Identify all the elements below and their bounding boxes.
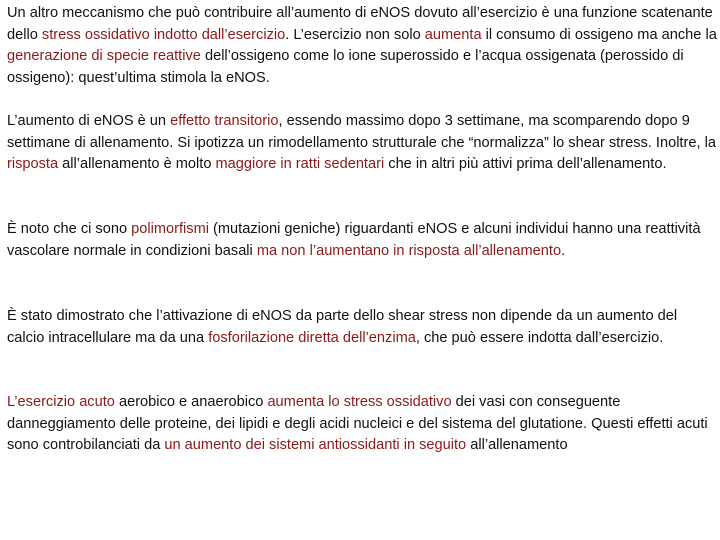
paragraph-enos-oxidative-stress [7,3,717,89]
highlighted-text: stress ossidativo indotto dall’esercizio [41,26,286,43]
body-text: È noto che ci sono [7,221,132,237]
highlighted-text: ma non l’aumentano in risposta all’allenamento [256,242,562,259]
paragraph-acute-exercise [7,392,717,457]
body-text: dei vasi con conseguente danneggiamento delle proteine, dei lipidi e degli acidi nucleici e del sistema del glutatione. Questi effetti acuti sono controbilanciati da [7,394,708,454]
body-text: il consumo di ossigeno ma anche la [481,26,717,43]
highlighted-text: generazione di specie reattive [7,48,201,65]
highlighted-text: aumenta lo stress ossidativo [267,394,452,410]
body-text: , essendo massimo dopo 3 settimane, ma scomparendo dopo 9 settimane di allenamento. Si ipotizza un rimodellamento strutturale che “normalizza” lo shear stress. Inoltre, la [7,113,716,151]
body-text: L’aumento di eNOS è un [7,113,171,129]
body-text: che in altri più attivi prima dell’allenamento. [384,156,667,173]
highlighted-text: maggiore in ratti sedentari [215,156,385,173]
highlighted-text: aumenta [424,26,482,43]
paragraph-polymorphisms [7,219,717,262]
body-text: dell’ossigeno come lo ione superossido e l’acqua ossigenata (perossido di ossigeno): quest’ultima stimola la eNOS. [7,48,684,86]
body-text: (mutazioni geniche) riguardanti eNOS e alcuni individui hanno una reattività vascolare normale in condizioni basali [7,221,701,259]
highlighted-text: un aumento dei sistemi antiossidanti in seguito [164,437,467,454]
body-text: all’allenamento [466,437,568,454]
highlighted-text: risposta [7,156,59,173]
body-text: Un altro meccanismo che può contribuire all’aumento di eNOS dovuto all’esercizio è una funzione scatenante dello [7,5,713,43]
highlighted-text: fosforilazione diretta dell’enzima [208,329,416,346]
body-text: È stato dimostrato che l’attivazione di eNOS da parte dello shear stress non dipende da un aumento del calcio intracellulare ma da una [7,308,678,346]
body-text: . L’esercizio non solo [285,26,425,43]
paragraph-phosphorylation [7,306,717,349]
paragraph-transient-effect [7,111,717,176]
highlighted-text: L’esercizio acuto [7,394,115,410]
body-text: . [561,242,566,259]
highlighted-text: polimorfismi [131,221,209,237]
body-text: aerobico e anaerobico [114,394,268,410]
body-text: all’allenamento è molto [58,156,216,173]
body-text: , che può essere indotta dall’esercizio. [415,329,664,346]
highlighted-text: effetto transitorio [170,113,279,129]
